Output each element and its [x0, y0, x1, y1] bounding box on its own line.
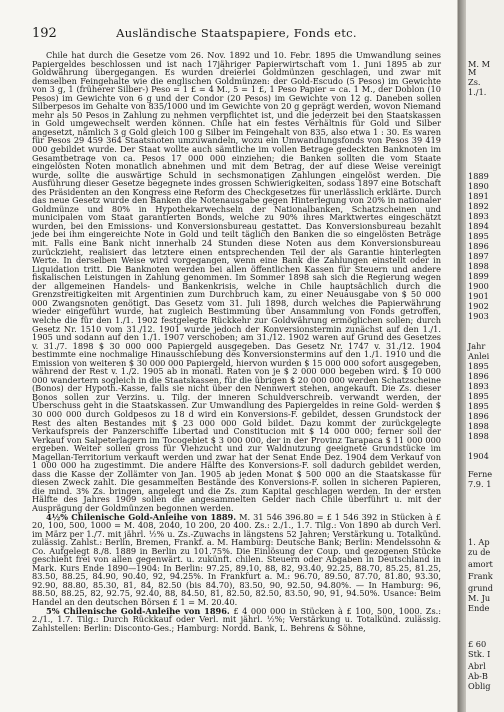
facing-page-line: grund [468, 583, 493, 593]
facing-page-line: amort [468, 559, 493, 569]
facing-page-line: 1. Ap [468, 537, 490, 547]
facing-page-line: 1900 [468, 281, 489, 291]
facing-page-line: 1889 [468, 171, 489, 181]
facing-page-line: Frank [468, 571, 493, 581]
facing-page-line: 1890 [468, 181, 489, 191]
facing-page-line: 1893 [468, 211, 489, 221]
facing-page-line: M. M [468, 59, 490, 69]
body-text [32, 51, 441, 632]
loan-title-1896: 5% Chilenische Gold-Anleihe von 1896. [46, 605, 230, 616]
loan-title-1889: 4½% Chilenische Gold-Anleihe von 1889. [46, 511, 237, 522]
facing-page-line: M. Ju [468, 593, 491, 603]
facing-page-line: 1899 [468, 271, 489, 281]
loan-entry-1896 [32, 607, 441, 633]
facing-page-line: 1903 [468, 311, 489, 321]
facing-page-line: 1895 [468, 391, 489, 401]
facing-page-line: 7.9. 1 [468, 479, 492, 489]
loan-text-1889: M. 31 546 396.80 = £ 1 546 392 in Stücken à £ 20, 100, 500, 1000 = M. 408, 2040, 10 200, 20 400. Zs.: 2./1., 1.7. Tilg.: Von 1890 ab durch Verl. im März per 1./7. mit jährl. ½% u. Zs.-Zuwachs in längstens 52 Jahren; Verstärkung u. Totalkünd. zulässig. Zahlst.: Berlin, Bremen, Frankf. a. M. Hamburg: Deutsche Bank; Berlin: Mendelssohn & Co. Aufgelegt 8./8. 1889 in Berlin zu 101.75%. Die Einlösung der Coup. und gezogenen Stücke geschieht frei von allen gegenwärt. u. zukünft. chilen. Steuern oder Abgaben in Deutschland in Mark. Kurs Ende 1890—1904: In Berlin: 97.25, 89.10, 88, 82, 93.40, 92.25, 88.70, 85.25, 81.25, 83.50, 88.25, 84.90, 90.40, 92, 94.25%. In Frankfurt a. M.: 96.70, 89.50, 87.70, 81.80, 93.30, 92.90, 88.80, 85.30, 81, 84, 82.50 (bis 84.70), 83.50, 90, 92.50, 94.80%. — In Hamburg: 96, 88.50, 88.25, 82, 92.75, 92.40, 88, 84.50, 81, 82.50, 82.50, 83.50, 90, 91, 94.50%. Usance: Beim Handel an den deutschen Börsen £ 1 = M. 20.40. [32, 511, 442, 607]
facing-page-line: Zs. [468, 77, 481, 87]
facing-page-line: Abrl [468, 661, 486, 671]
loan-text-1896: £ 4 000 000 in Stücken à £ 100, 500, 1000. Zs.: 2./1., 1.7. Tilg.: Durch Rückkauf oder Verl. mit jährl. ½%; Verstärkung u. Totalkünd. zulässig. Zahlstellen: Berlin: Disconto-Ges.; Hamburg: Nordd. Bank, L. Behrens & Söhne, [32, 605, 442, 633]
facing-page-line: 1898 [468, 261, 489, 271]
facing-page-line: Ende [468, 603, 490, 613]
page-number: 192 [32, 26, 57, 41]
facing-page-line: 1891 [468, 191, 489, 201]
facing-page-line: 1902 [468, 301, 489, 311]
facing-page-line: 1897 [468, 251, 489, 261]
facing-page-line: 1898 [468, 431, 489, 441]
facing-page-line: Ferne [468, 469, 493, 479]
facing-page-line: 1895 [468, 361, 489, 371]
facing-page-line: Stk. I [468, 649, 491, 659]
facing-page-line: Ab-B [468, 671, 488, 681]
facing-page-line: Anlei [468, 351, 490, 361]
page-header [32, 26, 441, 41]
facing-page-line: 1893 [468, 381, 489, 391]
facing-page-line: 1904 [468, 451, 489, 461]
facing-page-line: 1901 [468, 291, 489, 301]
facing-page-line: 1896 [468, 241, 489, 251]
facing-page-line: 1896 [468, 371, 489, 381]
facing-page-line: 1895 [468, 401, 489, 411]
facing-page-fragment [466, 0, 504, 712]
facing-page-line: 1./1. [468, 87, 487, 97]
facing-page-line: £ 60 [468, 639, 487, 649]
facing-page-line: 1894 [468, 221, 489, 231]
paragraph-chile-currency: Chile hat durch die Gesetze vom 26. Nov. 1892 und 10. Febr. 1895 die Umwandlung seines Papiergeldes beschlossen und ist nach 17jähriger Papierwirtschaft vom 1. Juni 1895 ab zur Goldwährung übergegangen. Es wurden dreierlei Goldmünzen geschlagen, und zwar mit demselben Feingehalte wie die englischen Goldmünzen: der Gold-Escudo (5 Pesos) im Gewichte von 3 g, 1 (früherer Silber-) Peso = 1 £ = 4 M., 5 = 1 £, 1 Peso Papier = ca. 1 M., der Doblon (10 Pesos) im Gewichte von 6 g und der Condor (20 Pesos) im Gewichte von 12 g. Daneben sollen Silberpesos im Gehalte von 835/1000 und im Gewichte von 20 g geprägt werden, wovon Niemand mehr als 50 Pesos in Zahlung zu nehmen verpflichtet ist, und die jederzeit bei den Staatskassen in Gold umgewechselt werden können. Chile hat ein festes Verhältnis für Gold und Silber angesetzt, nämlich 3 g Gold gleich 100 g Silber im Feingehalt von 835, also etwa 1 : 30. Es waren für Pesos 29 459 364 Staatsnoten umzuwandeln, wozu ein Umwandlungsfonds von Pesos 39 419 000 gebildet wurde. Der Staat wollte auch sämtliche im vollen Betrage gedeckten Banknoten im Gesamtbetrage von ca. Pesos 17 000 000 einziehen; die Banken sollten die vom Staate eingelösten Noten monatlich abnehmen und mit dem Betrag, der auf diese Weise vereinigt wurde, sollte die auswärtige Schuld in sechsmonatigen Zahlungen eingelöst werden. Die Ausführung dieser Gesetze begegnete indes grossen Schwierigkeiten, sodass 1897 eine Botschaft des Präsidenten an den Kongress eine Reform des Checkgesetzes für unerlässlich erklärte. Durch das neue Gesetz wurde den Banken die Notenausgabe gegen Hinterlegung von 20% in nationaler Goldmünze und 80% in Hypothekarwechseln der Nationalbanken, Schatzscheinen und municipalen vom Staat garantierten Bonds, welche zu 90% ihres Marktwertes eingeschätzt wurden, bei den Emissions- und Konversionsbureau gestattet. Das Konversionsbureau bezahlt jede bei ihm eingereichte Note in Gold und teilt täglich den Banken die so eingelösten Beträge mit. Falls eine Bank nicht innerhalb 24 Stunden diese Noten aus dem Konversionsbureau zurückzieht, realisiert das letztere einen entsprechenden Teil der als Garantie hinterlegten Werte. In derselben Weise wird vorgegangen, wenn eine Bank die Zahlungen einstellt oder in Liquidation tritt. Die Banknoten werden bei allen öffentlichen Kassen für Steuern und andere fiskalischen Leistungen in Zahlung genommen. Im Sommer 1898 sah sich die Regierung wegen der allgemeinen Handels- und Bankenkrisis, welche in Chile hauptsächlich durch die Grenzstreitigkeiten mit Argentinien zum Durchbruch kam, zu einer Neuausgabe von $ 50 000 000 Zwangsnoten genötigt. Das Gesetz vom 31. Juli 1898, durch welches die Papierwährung wieder eingeführt wurde, hat zugleich Bestimmung über Ansammlung von Fonds getroffen, welche die für den 1./1. 1902 festgelegte Rückkehr zur Goldwährung ermöglichen sollen; durch Gesetz Nr. 1510 vom 31./12. 1901 wurde jedoch der Konversionstermin zunächst auf den 1./1. 1905 und sodann auf den 1./1. 1907 verschoben; am 31./12. 1902 waren auf Grund des Gesetzes v. 31./7. 1898 $ 30 000 000 Papiergeld ausgegeben. Das Gesetz Nr. 1747 v. 31./12. 1904 bestimmte eine nochmalige Hinausschiebung des Konversionstermins auf den 1./1. 1910 und die Emission von weiteren $ 30 000 000 Papiergeld, hiervon wurden $ 15 000 000 sofort ausgegeben, während der Rest v. 1./2. 1905 ab in monatl. Raten von je $ 2 000 000 begeben wird. $ 10 000 000 wandertern sogleich in die Staatskassen, für die übrigen $ 20 000 000 werden Schatzscheine (Bonos) der Hypoth.-Kasse, falls sie nicht über den Nennwert stehen, angekauft. Die Zs. dieser Bonos sollen zur Verzins. u. Tilg. der inneren Schuldverschreib. verwandt werden, der Überschuss geht in die Staatskassen. Zur Umwandlung des Papiergeldes in reine Gold- werden $ 30 000 000 durch Goldpesos zu 18 d wird ein Konversions-F. gebildet, dessen Grundstock der Rest des alten Bestandes mit $ 23 000 000 Gold bildet. Dazu kommt der zurückgelegte Verkaufspreis der Panzerschiffe Libertad und Constitucion mit $ 14 000 000; ferner soll der Verkauf von Salpeterlagern im Tocogebiet $ 3 000 000, der in der Provinz Tarapaca $ 11 000 000 ergeben. Weiter sollen gross für Viehzucht und zur Waldnutzung geeignete Grundstücke im Magellan-Territorium verkauft werden und zwar hat der Senat Ende Dez. 1904 dem Verkauf von 1 000 000 ha zugestimmt. Die andere Hälfte des Konversions-F. soll dadurch gebildet werden, dass die Kasse der Zollämter von Jan. 1905 ab jeden Monat $ 500 000 an die Staatskasse für diesen Zweck zahlt. Die gesammelten Bestände des Konversions-F. sollen in sicheren Papieren, die mind. 3% Zs. bringen, angelegt und die Zs. zum Kapital geschlagen werden. In der ersten Hälfte des Jahres 1909 sollen die angesammelten Gelder nach Chile überführt u. mit der Ausprägung der Goldmünzen begonnen werden. [32, 50, 441, 513]
book-gutter [458, 0, 466, 712]
loan-entry-1889 [32, 513, 441, 607]
facing-page-line: 1895 [468, 231, 489, 241]
facing-page-line: 1896 [468, 411, 489, 421]
facing-page-line: 1898 [468, 421, 489, 431]
running-title: Ausländische Staatspapiere, Fonds etc. [116, 26, 357, 40]
facing-page-line: 1892 [468, 201, 489, 211]
facing-page-line: zu de [468, 547, 491, 557]
facing-page-line: M [468, 67, 477, 77]
facing-page-line: Oblig [468, 681, 491, 691]
facing-page-line: Jahr [468, 341, 486, 351]
